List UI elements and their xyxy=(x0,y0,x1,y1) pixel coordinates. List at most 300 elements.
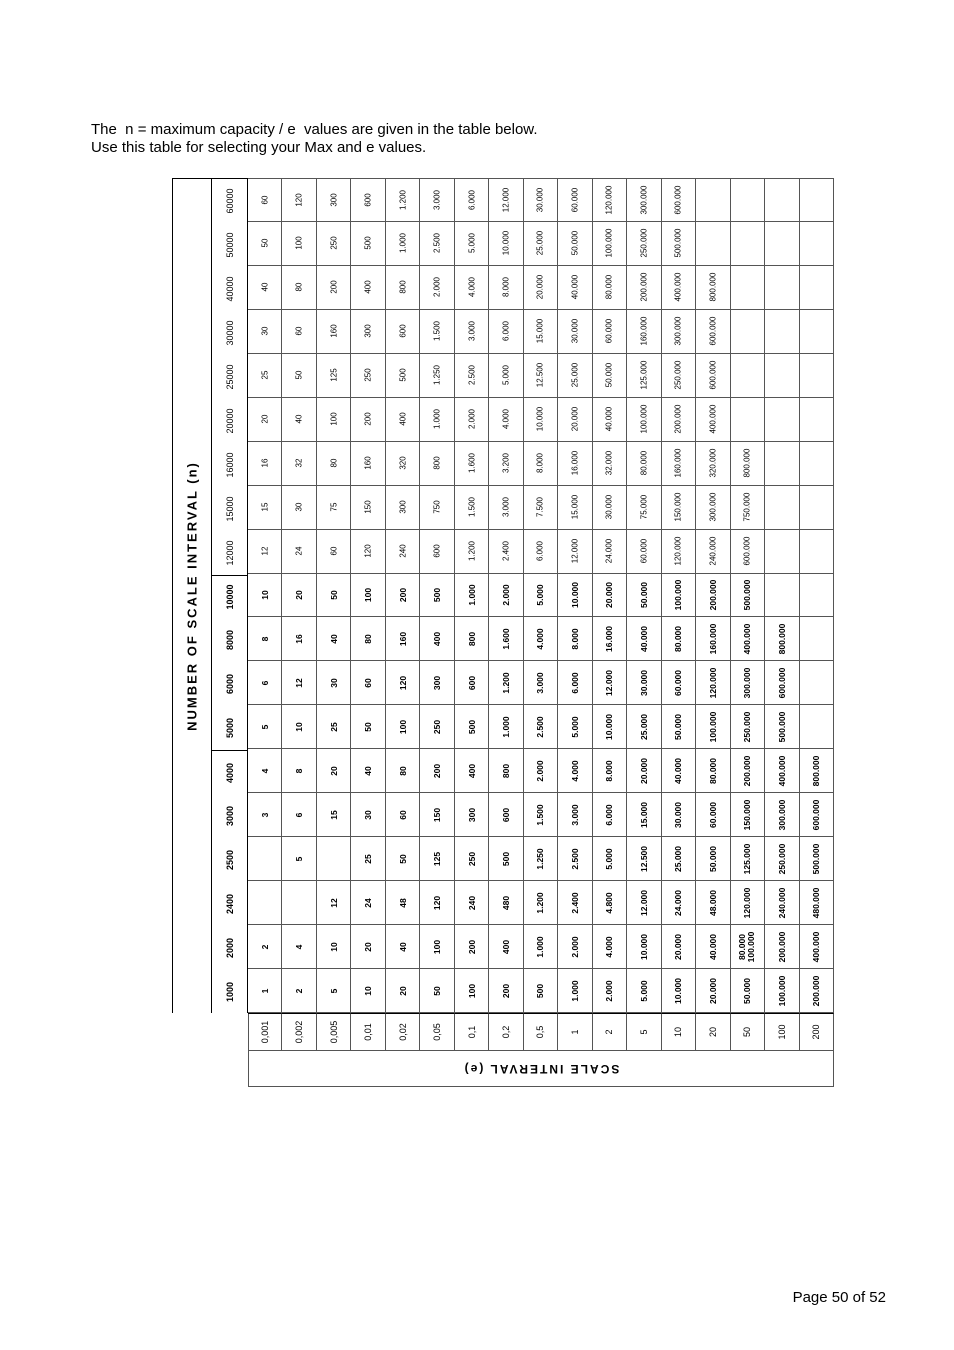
cell-value: 12.500 xyxy=(535,363,545,388)
table-cell xyxy=(524,530,558,574)
table-cell xyxy=(627,837,661,881)
n-value-cell xyxy=(212,794,247,838)
e-value-cell xyxy=(420,1013,454,1050)
cell-value: 15.000 xyxy=(570,494,580,520)
n-value-cell xyxy=(212,926,247,970)
table-cell xyxy=(593,705,627,749)
cell-value: 12.000 xyxy=(501,187,511,213)
table-cell xyxy=(696,398,730,442)
cell-value: 8 xyxy=(294,768,305,774)
n-value-cell xyxy=(212,618,247,662)
n-value-cell xyxy=(212,267,247,311)
table-cell xyxy=(351,749,385,793)
cell-value: 1.000 xyxy=(569,979,580,1002)
e-value-cell xyxy=(765,1013,799,1050)
table-cell xyxy=(593,398,627,442)
cell-value: 200.000 xyxy=(673,404,683,434)
table-cell xyxy=(282,617,316,661)
table-cell xyxy=(420,486,454,530)
n-value: 25000 xyxy=(224,364,235,390)
cell-value: 30.000 xyxy=(570,319,580,344)
table-cell xyxy=(282,530,316,574)
e-value: 0,2 xyxy=(501,1025,512,1039)
cell-value: 240 xyxy=(398,544,408,558)
table-cell xyxy=(627,793,661,837)
table-cell xyxy=(731,705,765,749)
cell-value: 6 xyxy=(294,812,305,818)
table-cell xyxy=(593,222,627,266)
e-value-cell xyxy=(731,1013,765,1050)
cell-value: 50 xyxy=(260,238,270,248)
table-row xyxy=(248,749,834,793)
table-cell xyxy=(765,661,799,705)
table-cell xyxy=(420,617,454,661)
cell-value: 7.500 xyxy=(535,497,545,518)
cell-value: 2 xyxy=(294,988,305,993)
cell-value: 1.200 xyxy=(467,541,477,562)
cell-value: 4 xyxy=(259,768,270,774)
n-value: 3000 xyxy=(224,806,235,827)
table-cell xyxy=(489,837,523,881)
table-cell xyxy=(524,969,558,1013)
table-cell xyxy=(765,749,799,793)
cell-value: 2.500 xyxy=(432,233,442,254)
table-cell xyxy=(696,530,730,574)
intro-line-2: Use this table for selecting your Max and e values. xyxy=(91,139,427,156)
cell-value: 200.000 xyxy=(776,931,787,962)
table-cell xyxy=(489,749,523,793)
cell-value: 160 xyxy=(363,456,373,470)
table-cell xyxy=(420,837,454,881)
cell-value: 100.000 xyxy=(673,579,684,611)
table-row xyxy=(248,661,834,705)
cell-value: 20.000 xyxy=(535,275,545,300)
table-cell xyxy=(489,925,523,969)
e-value: 100 xyxy=(776,1024,787,1040)
table-cell xyxy=(386,398,420,442)
cell-value: 10 xyxy=(259,590,270,600)
cell-value: 800 xyxy=(432,456,442,470)
table-cell xyxy=(524,749,558,793)
cell-value: 5.000 xyxy=(638,979,649,1002)
cell-value: 200.000 xyxy=(742,755,753,787)
cell-value: 10 xyxy=(294,722,305,732)
table-row xyxy=(248,574,834,618)
cell-value: 60 xyxy=(397,809,408,820)
cell-value: 125 xyxy=(432,851,443,866)
n-value-cell xyxy=(212,882,247,926)
cell-value: 60 xyxy=(329,546,339,556)
e-value: 1 xyxy=(569,1029,580,1035)
n-value-cell xyxy=(212,531,247,575)
cell-value: 4.000 xyxy=(604,935,615,958)
cell-value: 120 xyxy=(432,895,443,910)
table-cell xyxy=(420,222,454,266)
cell-value: 24.000 xyxy=(673,889,684,916)
cell-value: 1.250 xyxy=(432,365,442,386)
table-cell xyxy=(662,793,696,837)
cell-value: 12 xyxy=(260,546,270,556)
cell-value: 750 xyxy=(432,500,442,514)
e-value: 0,05 xyxy=(432,1023,443,1041)
table-row xyxy=(248,398,834,442)
cell-value: 40 xyxy=(260,282,270,292)
table-cell xyxy=(282,310,316,354)
table-cell xyxy=(627,266,661,310)
cell-value: 2.000 xyxy=(535,760,546,782)
cell-value: 120 xyxy=(363,544,373,558)
table-cell xyxy=(800,398,834,442)
table-cell xyxy=(593,310,627,354)
cell-value: 50 xyxy=(328,590,339,600)
cell-value: 4.000 xyxy=(535,628,546,650)
table-cell xyxy=(455,222,489,266)
cell-value: 400.000 xyxy=(708,404,718,434)
cell-value: 24.000 xyxy=(604,538,614,564)
cell-value: 25.000 xyxy=(638,713,649,740)
n-value: 6000 xyxy=(224,674,235,695)
cell-value: 32 xyxy=(294,458,304,468)
cell-value: 300.000 xyxy=(742,667,753,699)
table-cell xyxy=(731,398,765,442)
cell-value: 80 xyxy=(329,458,339,468)
table-cell xyxy=(800,310,834,354)
table-cell xyxy=(593,486,627,530)
table-cell xyxy=(420,574,454,618)
table-row xyxy=(248,705,834,749)
table-cell xyxy=(455,310,489,354)
table-cell xyxy=(489,486,523,530)
cell-value: 250.000 xyxy=(742,711,753,743)
e-value: 5 xyxy=(638,1029,649,1035)
e-value-cell xyxy=(351,1013,385,1050)
table-cell xyxy=(696,222,730,266)
table-cell xyxy=(765,530,799,574)
table-cell xyxy=(662,310,696,354)
cell-value: 25 xyxy=(260,370,270,380)
table-cell xyxy=(386,486,420,530)
cell-value: 2.000 xyxy=(467,409,477,430)
table-cell xyxy=(524,925,558,969)
cell-value: 2.500 xyxy=(535,716,546,738)
cell-value: 160 xyxy=(329,324,339,338)
cell-value: 2.400 xyxy=(501,541,511,562)
cell-value: 3.000 xyxy=(535,672,546,694)
cell-value: 800 xyxy=(501,763,512,778)
cell-value: 30.000 xyxy=(535,187,545,213)
cell-value: 25.000 xyxy=(535,231,545,256)
n-value: 30000 xyxy=(224,320,235,346)
cell-value: 50.000 xyxy=(604,363,614,388)
n-value-cell xyxy=(212,750,247,794)
cell-value: 20 xyxy=(397,985,408,996)
table-cell xyxy=(455,705,489,749)
table-row xyxy=(248,793,834,837)
table-cell xyxy=(662,969,696,1013)
table-cell xyxy=(282,398,316,442)
cell-value: 160.000 xyxy=(673,448,683,478)
table-cell xyxy=(455,178,489,222)
table-cell xyxy=(593,661,627,705)
cell-value: 40 xyxy=(294,414,304,424)
table-cell xyxy=(524,705,558,749)
table-cell xyxy=(765,705,799,749)
cell-value: 40.000 xyxy=(638,625,649,652)
cell-value: 800 xyxy=(466,631,477,647)
table-cell xyxy=(731,310,765,354)
cell-value: 50.000 xyxy=(742,977,753,1004)
cell-value: 250 xyxy=(466,851,477,866)
table-cell xyxy=(800,793,834,837)
table-cell xyxy=(765,486,799,530)
table-cell xyxy=(386,574,420,618)
table-cell xyxy=(455,574,489,618)
cell-value: 800.000 xyxy=(708,272,718,302)
cell-value: 60 xyxy=(260,195,270,205)
table-cell xyxy=(593,530,627,574)
table-cell xyxy=(765,222,799,266)
cell-value: 100.000 xyxy=(707,711,718,743)
table-cell xyxy=(351,661,385,705)
cell-value: 20.000 xyxy=(673,933,684,960)
table-cell xyxy=(558,749,592,793)
n-value: 12000 xyxy=(224,540,235,566)
cell-value: 800 xyxy=(398,280,408,295)
table-cell xyxy=(800,969,834,1013)
cell-value: 300.000 xyxy=(708,492,718,522)
table-cell xyxy=(282,793,316,837)
cell-value: 30.000 xyxy=(638,669,649,696)
table-cell xyxy=(386,925,420,969)
table-cell xyxy=(317,398,351,442)
table-cell xyxy=(731,354,765,398)
cell-value: 20 xyxy=(294,590,305,600)
table-cell xyxy=(489,705,523,749)
cell-value: 2.000 xyxy=(604,979,615,1002)
cell-value: 5.000 xyxy=(501,365,511,386)
table-cell xyxy=(455,266,489,310)
n-value: 2000 xyxy=(224,938,235,959)
cell-value: 80.000 100.000 xyxy=(737,931,757,962)
table-cell xyxy=(351,705,385,749)
cell-value: 25.000 xyxy=(570,363,580,388)
cell-value: 600 xyxy=(466,675,477,690)
table-cell xyxy=(662,354,696,398)
cell-value: 250.000 xyxy=(776,843,787,875)
cell-value: 100 xyxy=(432,939,443,954)
cell-value: 300 xyxy=(329,193,339,207)
cell-value: 200 xyxy=(432,763,443,778)
table-cell xyxy=(420,705,454,749)
cell-value: 80 xyxy=(363,634,374,644)
table-row xyxy=(248,837,834,881)
table-cell xyxy=(386,442,420,486)
table-cell xyxy=(282,705,316,749)
table-cell xyxy=(386,969,420,1013)
cell-value: 250 xyxy=(432,719,443,734)
cell-value: 600 xyxy=(398,324,408,338)
cell-value: 250.000 xyxy=(673,360,683,390)
cell-value: 16 xyxy=(260,458,270,468)
cell-value: 50 xyxy=(432,985,443,996)
cell-value: 80.000 xyxy=(639,450,649,476)
table-cell xyxy=(248,266,282,310)
cell-value: 50 xyxy=(397,853,408,864)
table-cell xyxy=(627,881,661,925)
table-cell xyxy=(282,969,316,1013)
table-cell xyxy=(524,881,558,925)
table-cell xyxy=(558,969,592,1013)
table-cell xyxy=(765,969,799,1013)
table-cell xyxy=(317,837,351,881)
table-cell xyxy=(351,530,385,574)
cell-value: 80 xyxy=(294,282,304,292)
e-value: 0,001 xyxy=(259,1020,270,1044)
table-cell xyxy=(558,222,592,266)
table-cell xyxy=(731,837,765,881)
table-cell xyxy=(662,705,696,749)
e-value-cell xyxy=(455,1013,489,1050)
n-value: 15000 xyxy=(224,496,235,522)
table-cell xyxy=(317,574,351,618)
table-cell xyxy=(248,969,282,1013)
cell-value: 6 xyxy=(259,680,270,686)
cell-value: 100.000 xyxy=(604,228,614,258)
cell-value: 480 xyxy=(501,895,512,910)
table-cell xyxy=(765,310,799,354)
table-cell xyxy=(524,486,558,530)
cell-value: 12.000 xyxy=(638,889,649,916)
table-cell xyxy=(662,222,696,266)
e-value-cell xyxy=(386,1013,420,1050)
table-cell xyxy=(420,266,454,310)
table-cell xyxy=(455,661,489,705)
cell-value: 40 xyxy=(363,766,374,776)
n-value-cell xyxy=(212,487,247,531)
table-cell xyxy=(282,881,316,925)
table-cell xyxy=(800,661,834,705)
table-cell xyxy=(765,354,799,398)
table-row xyxy=(248,354,834,398)
n-value-cell xyxy=(212,179,247,223)
table-cell xyxy=(420,661,454,705)
table-cell xyxy=(662,398,696,442)
table-cell xyxy=(282,925,316,969)
table-cell xyxy=(627,398,661,442)
table-cell xyxy=(558,442,592,486)
table-cell xyxy=(317,793,351,837)
cell-value: 600.000 xyxy=(708,316,718,346)
table-cell xyxy=(351,486,385,530)
table-cell xyxy=(489,178,523,222)
table-cell xyxy=(351,574,385,618)
cell-value: 4.000 xyxy=(569,760,580,782)
table-cell xyxy=(317,617,351,661)
table-cell xyxy=(696,442,730,486)
cell-value: 480.000 xyxy=(811,887,822,918)
cell-value: 1.000 xyxy=(398,233,408,254)
table-cell xyxy=(386,222,420,266)
cell-value: 10.000 xyxy=(673,977,684,1004)
n-value-cell xyxy=(212,838,247,882)
cell-value: 80.000 xyxy=(604,275,614,300)
table-cell xyxy=(455,354,489,398)
cell-value: 120.000 xyxy=(742,887,753,918)
table-cell xyxy=(558,310,592,354)
table-row xyxy=(248,969,834,1013)
table-cell xyxy=(351,793,385,837)
e-value-cell xyxy=(627,1013,661,1050)
cell-value: 20.000 xyxy=(570,406,580,432)
table-cell xyxy=(593,178,627,222)
cell-value: 500.000 xyxy=(811,843,822,875)
cell-value: 125.000 xyxy=(639,360,649,390)
table-cell xyxy=(282,178,316,222)
cell-value: 30 xyxy=(294,502,304,512)
e-value: 200 xyxy=(811,1024,822,1040)
cell-value: 25.000 xyxy=(673,845,684,872)
table-cell xyxy=(593,969,627,1013)
table-cell xyxy=(386,178,420,222)
cell-value: 40.000 xyxy=(604,406,614,432)
n-value-cell xyxy=(212,575,247,619)
cell-value: 200.000 xyxy=(811,975,822,1006)
cell-value: 100 xyxy=(466,983,477,998)
cell-value: 1.500 xyxy=(432,321,442,342)
table-cell xyxy=(731,749,765,793)
table-cell xyxy=(455,969,489,1013)
table-cell xyxy=(627,442,661,486)
table-cell xyxy=(524,617,558,661)
cell-value: 500.000 xyxy=(673,228,683,258)
n-value: 16000 xyxy=(224,452,235,478)
table-cell xyxy=(696,574,730,618)
cell-value: 320 xyxy=(398,456,408,470)
cell-value: 20 xyxy=(363,941,374,952)
cell-value: 200 xyxy=(397,587,408,603)
table-cell xyxy=(696,310,730,354)
table-cell xyxy=(455,530,489,574)
table-row xyxy=(248,222,834,266)
table-cell xyxy=(455,793,489,837)
table-cell xyxy=(524,574,558,618)
table-cell xyxy=(558,617,592,661)
table-cell xyxy=(800,178,834,222)
table-cell xyxy=(524,837,558,881)
table-cell xyxy=(351,837,385,881)
table-cell xyxy=(386,661,420,705)
table-cell xyxy=(420,793,454,837)
table-cell xyxy=(593,266,627,310)
cell-value: 240.000 xyxy=(708,536,718,566)
cell-value: 50.000 xyxy=(638,581,649,608)
cell-value: 8.000 xyxy=(501,277,511,298)
e-axis-label xyxy=(248,1050,834,1087)
n-value: 4000 xyxy=(224,762,235,783)
table-cell xyxy=(420,178,454,222)
cell-value: 1.250 xyxy=(535,848,546,870)
n-value: 50000 xyxy=(224,232,235,258)
n-axis-label xyxy=(172,178,212,1013)
e-value: 0,01 xyxy=(363,1023,374,1041)
cell-value: 200.000 xyxy=(707,579,718,611)
table-cell xyxy=(489,793,523,837)
cell-value: 100.000 xyxy=(776,975,787,1006)
cell-value: 3.200 xyxy=(501,453,511,474)
table-cell xyxy=(765,398,799,442)
table-cell xyxy=(317,969,351,1013)
cell-value: 60.000 xyxy=(673,669,684,696)
